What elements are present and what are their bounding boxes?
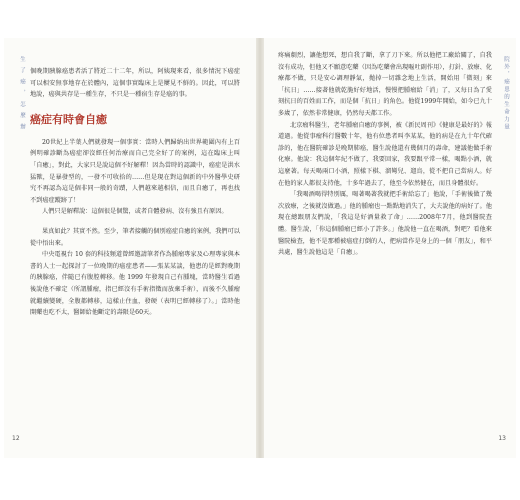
right-chapter-tab: 院外，癌患的生命力量 bbox=[503, 56, 509, 131]
right-page bbox=[264, 38, 516, 458]
left-body-paragraph-3: 果真如此？其實不然。至少，筆者接觸的個別癌症自癒的案例，我們可以從中悟出來。 bbox=[30, 227, 240, 247]
right-text-block bbox=[278, 50, 492, 259]
left-body-paragraph-2: 人們只是解釋說：這個很是個驚，或者自體發病、沒有強且有原因。 bbox=[42, 208, 228, 216]
left-intro-paragraph: 個晚期胰腺癌患者活了將近二十二年，所以，阿姨現來看，很多情況下癌症可以相安無事地存在於體內，這個事實臨床上是屢見不鮮的。因此，可以將地說，癌與共存是一種生存，不只是一種宿生存是癌的事。 bbox=[30, 68, 240, 99]
left-text-block bbox=[30, 66, 240, 319]
right-paragraph-3: 「我喝酒喝得特別厲，喝著喝著我就把手術給忘了」他說，「手術後做了幾次放療，之後就沒做過。」他的腫瘤也一點點地消失了，大夫說他的病好了。他現在總跟朋友們說，「我這是好酒量救了命」……2008年7月，他到醫院查體。醫生說，「你這個腫瘤已經小了許多。」他說他一直在喝酒，對吧？看他來醫院檢查，他不是那種被癌症打倒的人，把病當作是身上的一個「朋友」，和平共處，醫生說他這是「自癒」。 bbox=[278, 191, 492, 257]
book-gutter bbox=[256, 38, 264, 458]
left-page-number: 12 bbox=[12, 435, 20, 442]
book-spread bbox=[4, 38, 516, 458]
left-body-paragraph-1: 20世紀上半葉人們就發現一個事實：當時人們歸納出世界範圍內有上百例明確診斷為癌症卻沒經任何治療而自己完全好了的案例，這在臨床上叫「自癒」，對此，大家只是說這個不好解釋！因為當時的認識中，癌症是洪水猛獸，是暴發型的，一發不可收拾的……但是現在對這個新的中外醫學史研究不再認為這是個非同一般的奇蹟，人們越來越相信，而且自癒了，再也找不到癌症蹤跡了！ bbox=[30, 138, 240, 204]
left-body-paragraph-4: 中央電視台 10 套的科技頻道曾經邀請筆者作為腫瘤專家及心理專家與本書的人士一起探討了一位晚期的癌症患者——張某某談，他患的是經對晚期的胰腺癌，伴隨已有腹腔轉移。他 1999 年發現自己有腫塊，當時醫生看過後說他不確定（所謂腫瘤，指已經沒有手術指徵而放棄手術），而後不久腫瘤就繼續變硬，全腹都轉移，這樣止住血，發硬（表明已經轉移了）。」當時他開藥也吃不太，醫師給他斷定的壽限是60天。 bbox=[30, 251, 240, 317]
right-paragraph-2: 北京瘤科醫生，老年腫瘤自癒的事例，被《新民周刊》《健康是最好的》報道過。他從事瘤科行醫數十年，他有位患者叫李某某，他的病是在九十年代確診的，他在醫院確診是晚期肺癌，醫生說他還有幾個月的壽命，建議他做手術化療。他說：我這個年紀不做了，我要回家，我要跟平常一樣，喝點小酒，就這麼著。每天喝兩口小酒，照樣下棋、溜彎兒、遛鳥，從不把自己當病人。好在他的家人都很支持他，十多年過去了，他至今依然健在，而且身體很好。 bbox=[278, 121, 492, 187]
right-paragraph-1: 疼痛劇烈，讓他想死，想自我了斷，拿了刀下來。所以他把工廠給關了，自我沒有成功，但他又不願意吃藥（因為吃藥會出現嘔吐副作用），打針、放療、化療都不做，只是安心調理靜氣，拋掉一切雜念地上生活，開始用「微刻」來「抗日」……接著他就乾脆好好地活，慢慢把腫瘤給「消」了，又每日為了愛刻抗日的百姓而工作，而是個「抗日」的角色。他從1999年開始，如今已九十多歲了，依然非常健康，仍然每天都工作。 bbox=[278, 52, 492, 117]
right-page-number: 13 bbox=[498, 435, 506, 442]
left-chapter-tab: 生 了 癌 ， 怎 麼 辦 bbox=[19, 56, 25, 131]
left-page bbox=[4, 38, 256, 458]
section-title: 癌症有時會自癒 bbox=[30, 112, 107, 126]
